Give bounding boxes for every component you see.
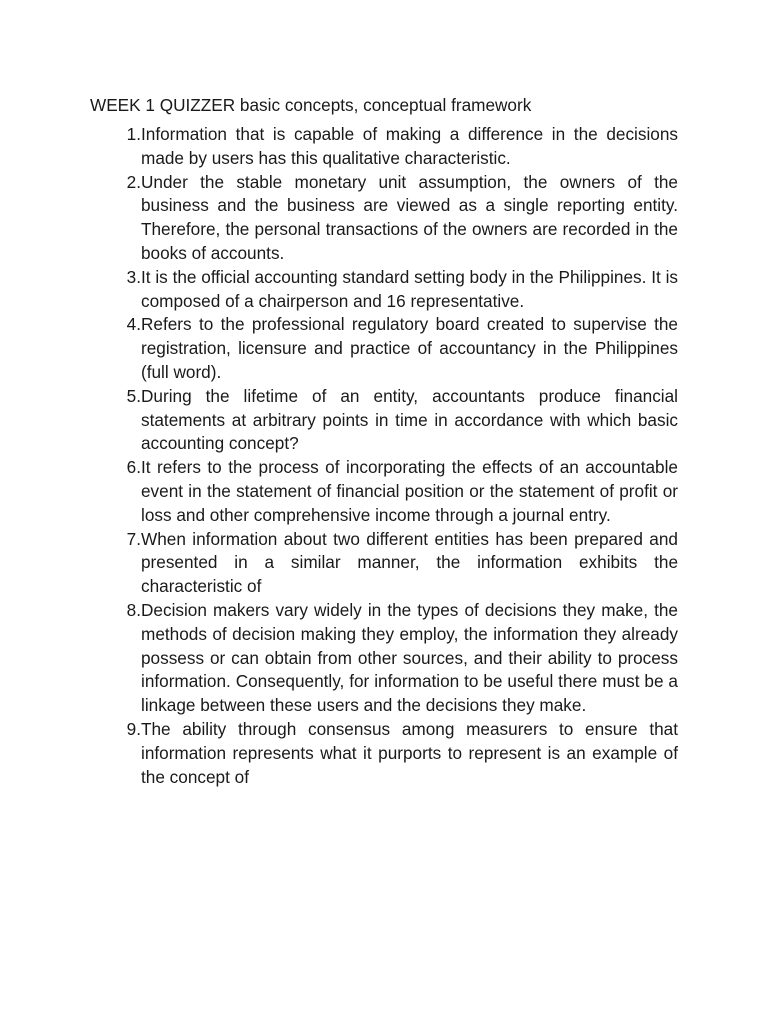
question-item xyxy=(90,266,678,314)
question-text: It is the official accounting standard setting body in the Philippines. It is composed of a chairperson and 16 representative. xyxy=(141,266,678,311)
question-text: Under the stable monetary unit assumption, the owners of the business and the business are viewed as a single reporting entity. Therefore, the personal transactions of the owners are recorded in the books of accounts. xyxy=(141,171,678,263)
question-item xyxy=(90,385,678,456)
question-text: When information about two different entities has been prepared and presented in a similar manner, the information exhibits the characteristic of xyxy=(141,528,678,597)
question-number: 9. xyxy=(126,718,141,739)
question-item xyxy=(90,171,678,266)
question-text: During the lifetime of an entity, accountants produce financial statements at arbitrary points in time in accordance with which basic accounting concept? xyxy=(141,385,678,454)
question-text: The ability through consensus among measurers to ensure that information represents what it purports to represent is an example of the concept of xyxy=(141,718,678,787)
question-item xyxy=(90,718,678,789)
question-text: Information that is capable of making a difference in the decisions made by users has this qualitative characteristic. xyxy=(141,124,678,168)
document-title: WEEK 1 QUIZZER basic concepts, conceptual framework xyxy=(90,95,532,115)
question-item xyxy=(90,313,678,384)
question-item xyxy=(90,599,678,718)
question-number: 8. xyxy=(126,599,141,620)
question-item xyxy=(90,123,678,171)
question-number: 3. xyxy=(126,266,141,287)
question-number: 2. xyxy=(126,171,141,192)
question-number: 6. xyxy=(126,457,141,478)
question-item xyxy=(90,528,678,599)
question-text: It refers to the process of incorporating the effects of an accountable event in the statement of financial position or the statement of profit or loss and other comprehensive income through a journal entry. xyxy=(141,457,678,525)
question-number: 5. xyxy=(126,385,141,406)
question-number: 7. xyxy=(126,528,141,549)
question-number: 4. xyxy=(126,314,141,335)
question-item xyxy=(90,456,678,527)
question-text: Refers to the professional regulatory board created to supervise the registration, licensure and practice of accountancy in the Philippines (full word). xyxy=(141,314,678,382)
question-list xyxy=(90,123,678,789)
question-number: 1. xyxy=(126,124,141,144)
question-text: Decision makers vary widely in the types of decisions they make, the methods of decision making they employ, the information they already possess or can obtain from other sources, and their ability to process information. Consequently, for information to be useful there must be a linkage between these users and the decisions they make. xyxy=(141,599,678,716)
